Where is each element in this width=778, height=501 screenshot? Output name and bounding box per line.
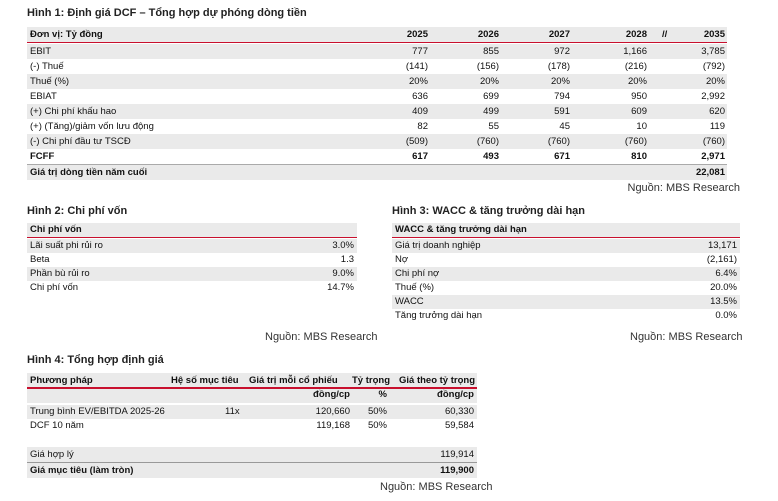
fig1-row-value: 82: [417, 121, 428, 132]
fig3-row: [392, 309, 740, 323]
fig1-gap-marker: //: [662, 29, 668, 40]
fig1-year-2035: 2035: [703, 29, 725, 40]
fig1-row-value: 2,992: [701, 91, 725, 102]
fig4-row: [27, 405, 477, 419]
fig3-title: Hình 3: WACC & tăng trưởng dài hạn: [392, 205, 585, 217]
fig2-row-label: Lãi suất phi rủi ro: [30, 240, 103, 251]
fig1-row-value: 950: [631, 91, 647, 102]
fig1-year-2025: 2025: [406, 29, 428, 40]
fig3-row: [392, 253, 740, 267]
fig1-unit-label: Đơn vị: Tỷ đồng: [30, 29, 103, 40]
fig4-row-method: Trung bình EV/EBITDA 2025-26: [30, 406, 165, 417]
fig1-header-row: [27, 27, 727, 43]
fig1-source: Nguồn: MBS Research: [627, 182, 740, 194]
fig1-row-value: 493: [483, 151, 499, 162]
fig1-row-value: (760): [702, 136, 725, 147]
fig2-source: Nguồn: MBS Research: [265, 331, 378, 343]
fig1-row-value: 119: [709, 121, 725, 132]
fig3-row-value: 13.5%: [710, 296, 737, 307]
fig1-row-value: 55: [488, 121, 499, 132]
fig1-row-label: EBIAT: [30, 91, 57, 102]
fig1-row: [27, 149, 727, 164]
fig1-row: [27, 104, 727, 119]
fig3-row-label: Chi phí nợ: [395, 268, 440, 279]
fig4-header-weighted: Giá theo tỷ trọng: [399, 375, 475, 386]
fig4-title: Hình 4: Tổng hợp định giá: [27, 354, 164, 366]
fig4-header-multiple: Hệ số mục tiêu: [171, 375, 239, 386]
fig2-row: [27, 253, 357, 267]
fig4-source: Nguồn: MBS Research: [380, 481, 493, 493]
fig4-row-method: DCF 10 năm: [30, 420, 84, 431]
fig4-target-label: Giá mục tiêu (làm tròn): [30, 465, 134, 476]
fig4-target-value: 119,900: [440, 465, 474, 476]
fig1-row-value: 409: [412, 106, 428, 117]
fig2-row-label: Beta: [30, 254, 50, 265]
fig1-terminal-value: 22,081: [695, 167, 725, 178]
fig1-row-value: 20%: [705, 76, 725, 87]
fig1-row-value: (178): [547, 61, 570, 72]
fig1-row-value: 20%: [550, 76, 570, 87]
fig1-row-value: 1,166: [623, 46, 647, 57]
fig2-row-value: 3.0%: [332, 240, 354, 251]
fig1-terminal-label: Giá trị dòng tiền năm cuối: [30, 167, 148, 178]
fig1-row-value: (792): [702, 61, 725, 72]
fig1-row: [27, 134, 727, 149]
fig1-row-value: (509): [405, 136, 428, 147]
fig1-row-value: (760): [547, 136, 570, 147]
fig1-row-value: 777: [412, 46, 428, 57]
fig3-row-label: Nợ: [395, 254, 409, 265]
fig1-row-value: 2,971: [701, 151, 725, 162]
fig1-row-label: (+) Chi phí khấu hao: [30, 106, 117, 117]
fig3-row: [392, 239, 740, 253]
fig1-row-value: 10: [636, 121, 647, 132]
fig1-row-value: (216): [624, 61, 647, 72]
fig4-unit-weighted: đồng/cp: [437, 389, 474, 400]
fig1-row: [27, 59, 727, 74]
fig4-row-weight: 50%: [367, 420, 387, 431]
fig1-row-value: 609: [631, 106, 647, 117]
fig4-row-value: 119,168: [316, 420, 350, 431]
fig4-header-method: Phương pháp: [30, 375, 93, 386]
fig1-row-value: 794: [554, 91, 570, 102]
fig1-row-value: 20%: [408, 76, 428, 87]
fig4-row-weighted: 59,584: [444, 420, 474, 431]
fig1-row-value: 617: [412, 151, 428, 162]
fig3-row-value: 6.4%: [715, 268, 737, 279]
fig1-row-value: 499: [483, 106, 499, 117]
fig1-year-2027: 2027: [548, 29, 570, 40]
fig4-row-value: 120,660: [315, 406, 350, 417]
fig1-row-value: 671: [554, 151, 570, 162]
fig3-row: [392, 281, 740, 295]
fig4-target-row: [27, 462, 477, 478]
fig4-row-multiple: 11x: [225, 406, 240, 417]
fig4-header-weight: Tỷ trọng: [352, 375, 390, 386]
fig4-header-redline: [27, 387, 477, 389]
fig1-row-label: Thuế (%): [30, 76, 70, 87]
fig2-row-label: Chi phí vốn: [30, 282, 79, 293]
fig1-row: [27, 89, 727, 104]
fig2-title: Hình 2: Chi phí vốn: [27, 205, 128, 217]
fig2-row: [27, 281, 357, 295]
fig3-row-label: WACC: [395, 296, 424, 307]
fig1-row-value: 855: [483, 46, 499, 57]
fig3-header-label: WACC & tăng trưởng dài hạn: [395, 224, 527, 235]
fig1-row-value: 3,785: [701, 46, 725, 57]
fig3-row-label: Giá trị doanh nghiệp: [395, 240, 481, 251]
fig3-row-label: Tăng trưởng dài hạn: [395, 310, 483, 321]
fig1-row-label: (+) (Tăng)/giảm vốn lưu động: [30, 121, 154, 132]
fig3-row: [392, 295, 740, 309]
fig1-row-value: (760): [624, 136, 647, 147]
fig2-row: [27, 239, 357, 253]
fig1-row-label: (-) Thuế: [30, 61, 64, 72]
fig4-row: [27, 419, 477, 433]
fig1-row-value: (141): [405, 61, 428, 72]
fig2-header: [27, 223, 357, 238]
fig3-source: Nguồn: MBS Research: [630, 331, 743, 343]
fig1-terminal-row: [27, 164, 727, 180]
fig4-unit-weight: %: [378, 389, 387, 400]
fig2-row-value: 9.0%: [332, 268, 354, 279]
fig3-row-value: 13,171: [707, 240, 737, 251]
fig4-row-weighted: 60,330: [444, 406, 474, 417]
fig4-unit-value: đồng/cp: [313, 389, 350, 400]
fig4-fair-row: [27, 447, 477, 462]
fig2-row-label: Phần bù rủi ro: [30, 268, 90, 279]
fig1-year-2026: 2026: [477, 29, 499, 40]
fig3-row-value: 0.0%: [715, 310, 737, 321]
fig1-row: [27, 119, 727, 134]
fig4-header-value: Giá trị mỗi cổ phiếu: [249, 375, 338, 386]
fig1-row-value: 972: [554, 46, 570, 57]
fig1-title: Hình 1: Định giá DCF – Tổng hợp dự phóng dòng tiền: [27, 7, 307, 19]
fig3-row-label: Thuế (%): [395, 282, 435, 293]
fig2-row-value: 14.7%: [327, 282, 354, 293]
fig2-header-label: Chi phí vốn: [30, 224, 82, 235]
fig4-fair-value: 119,914: [440, 449, 474, 460]
fig3-row-value: 20.0%: [710, 282, 737, 293]
fig1-row: [27, 44, 727, 59]
fig2-row-value: 1.3: [340, 254, 354, 265]
fig1-row-label: FCFF: [30, 151, 55, 162]
fig4-header-block: [27, 373, 477, 403]
fig1-row-value: 591: [554, 106, 570, 117]
fig4-fair-label: Giá hợp lý: [30, 449, 74, 460]
fig4-row-weight: 50%: [367, 406, 387, 417]
fig1-row-value: 20%: [627, 76, 647, 87]
fig1-row-value: (760): [476, 136, 499, 147]
fig3-row-value: (2,161): [706, 254, 737, 265]
fig3-header: [392, 223, 740, 238]
fig1-row-value: 810: [631, 151, 647, 162]
fig1-row-value: 20%: [479, 76, 499, 87]
fig1-row-value: 636: [412, 91, 428, 102]
fig1-row-value: 620: [709, 106, 725, 117]
fig1-row-label: (-) Chi phí đầu tư TSCĐ: [30, 136, 131, 147]
fig1-row: [27, 74, 727, 89]
fig3-row: [392, 267, 740, 281]
fig1-row-value: 699: [483, 91, 499, 102]
fig1-row-label: EBIT: [30, 46, 52, 57]
fig2-row: [27, 267, 357, 281]
fig1-row-value: (156): [476, 61, 499, 72]
fig1-year-2028: 2028: [625, 29, 647, 40]
fig1-row-value: 45: [559, 121, 570, 132]
